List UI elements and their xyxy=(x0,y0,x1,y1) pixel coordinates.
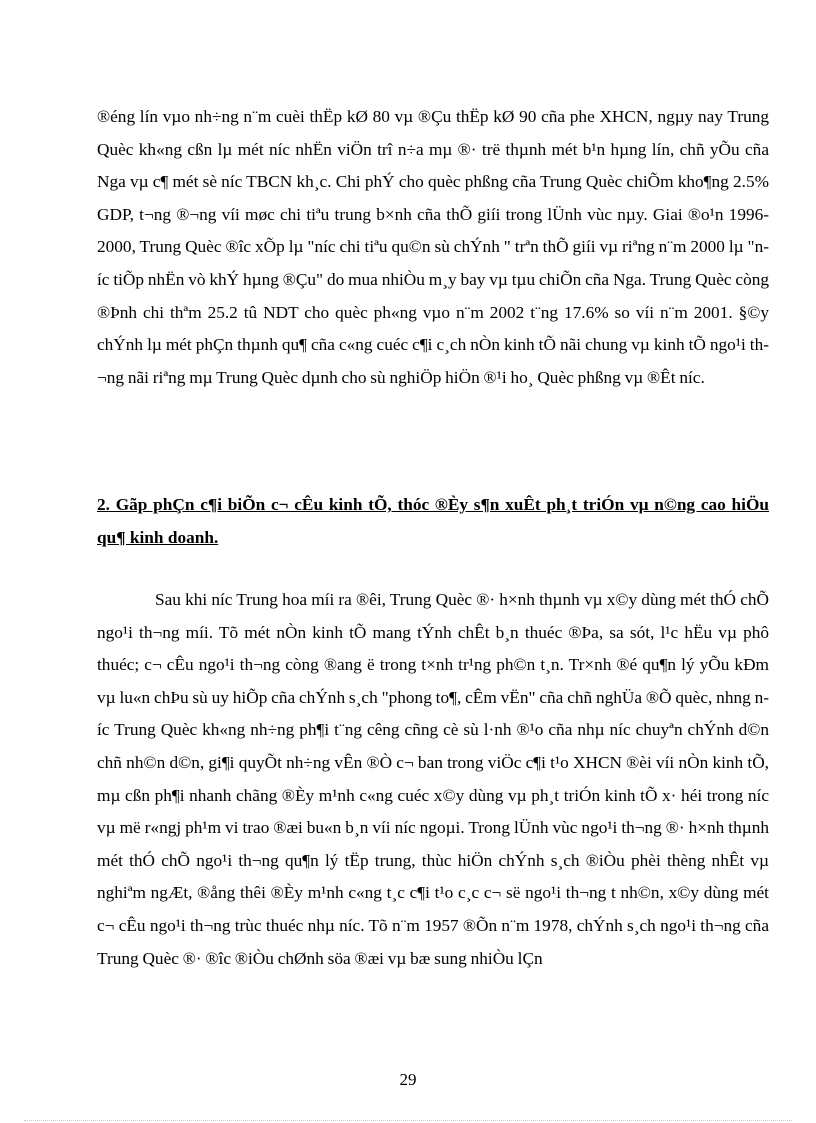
body-paragraph-2: Sau khi níc Trung hoa míi ra ®êi, Trung Quèc ®· h×nh thµnh vµ x©y dùng mét thÓ chÕ ngo¹i th¬ng míi. Tõ mét nÒn kinh tÕ mang tÝnh chÊt b¸n thuéc ®Þa, sa sót, l¹c hËu vµ phô thuéc; c¬ cÊu ngo¹i th¬ng còng ®ang ë trong t×nh tr¹ng ph©n t¸n. Tr×nh ®é qu¶n lý yÕu kÐm vµ lu«n chÞu sù uy hiÕp cña chÝnh s¸ch "phong to¶, cÊm vËn" cña chñ nghÜa ®Õ quèc, nhng níc Trung Quèc kh«ng nh÷ng ph¶i t¨ng cêng cñng cè sù l·nh ®¹o cña nhµ níc chuyªn chÝnh d©n chñ nh©n d©n, gi¶i quyÕt nh÷ng vÊn ®Ò c¬ ban trong viÖc c¶i t¹o XHCN ®èi víi nÒn kinh tÕ, mµ cßn ph¶i nhanh chãng ®Èy m¹nh c«ng cuéc x©y dùng vµ ph¸t triÓn kinh tÕ x· héi trong níc vµ më r«ngj ph¹m vi trao ®æi bu«n b¸n víi níc ngoµi. Trong lÜnh vùc ngo¹i th¬ng ®· h×nh thµnh mét thÓ chÕ ngo¹i th¬ng qu¶n lý tËp trung, thùc hiÖn chÝnh s¸ch ®iÒu phèi thèng nhÊt vµ nghiªm ngÆt, ®ång thêi ®Èy m¹nh c«ng t¸c c¶i t¹o c¸c c¬ së ngo¹i th¬ng t nh©n, x©y dùng mét c¬ cÊu ngo¹i th¬ng trùc thuéc nhµ níc. Tõ n¨m 1957 ®Õn n¨m 1978, chÝnh s¸ch ngo¹i th¬ng cña Trung Quèc ®· ®îc ®iÒu chØnh söa ®æi vµ bæ sung nhiÒu lÇn xyxy=(97,590,769,968)
section-heading: 2. Gãp phÇn c¶i biÕn c¬ cÊu kinh tÕ, thóc ®Èy s¶n xuÊt ph¸t triÓn vµ n©ng cao hiÖu qu¶ kinh doanh. xyxy=(97,495,769,547)
footer-divider xyxy=(24,1120,792,1121)
body-paragraph-1: ®éng lín vµo nh÷ng n¨m cuèi thËp kØ 80 vµ ®Çu thËp kØ 90 cña phe XHCN, ngµy nay Trung Quèc kh«ng cßn lµ mét níc nhËn viÖn trî n÷a mµ ®· trë thµnh mét b¹n hµng lín, chñ yÕu cña Nga vµ c¶ mét sè níc TBCN kh¸c. Chi phÝ cho quèc phßng cña Trung Quèc chiÕm kho¶ng 2.5% GDP, t¬ng ®¬ng víi møc chi tiªu trung b×nh cña thÕ giíi trong lÜnh vùc nµy. Giai ®o¹n 1996-2000, Trung Quèc ®îc xÕp lµ "níc chi tiªu qu©n sù chÝnh " trªn thÕ giíi vµ riªng n¨m 2000 lµ "níc tiÕp nhËn vò khÝ hµng ®Çu" do mua nhiÒu m¸y bay vµ tµu chiÕn cña Nga. Trung Quèc còng ®Þnh chi thªm 25.2 tû NDT cho quèc ph«ng vµo n¨m 2002 t¨ng 17.6% so víi n¨m 2001. §©y chÝnh lµ mét phÇn thµnh qu¶ cña c«ng cuéc c¶i c¸ch nÒn kinh tÕ nãi chung vµ kinh tÕ ngo¹i th¬ng nãi riªng mµ Trung Quèc dµnh cho sù nghiÖp hiÖn ®¹i ho¸ Quèc phßng vµ ®Êt níc. xyxy=(97,107,769,387)
page-number: 29 xyxy=(399,1070,417,1089)
